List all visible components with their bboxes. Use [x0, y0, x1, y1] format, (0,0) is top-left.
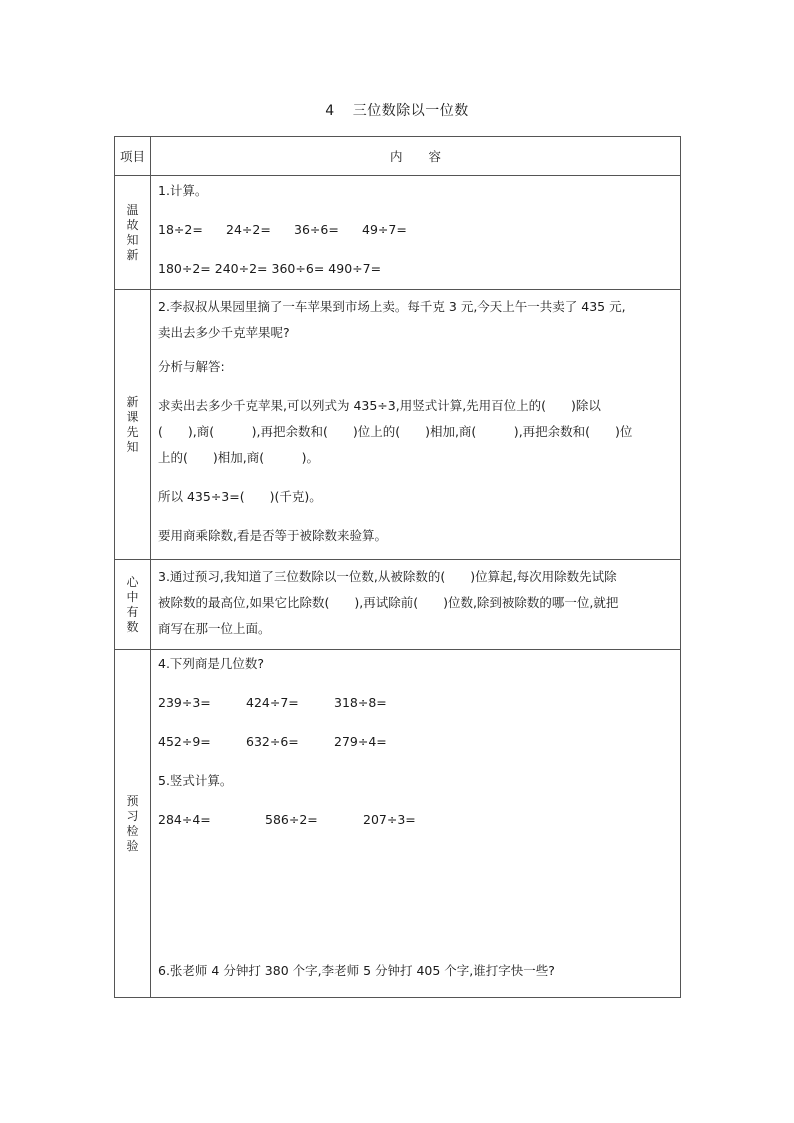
- title-number: 4: [325, 103, 335, 119]
- q5-row: 284÷4= 586÷2= 207÷3=: [158, 812, 416, 827]
- header-row: [115, 137, 681, 176]
- q4-row2: 452÷9= 632÷6= 279÷4=: [158, 734, 387, 749]
- q4-row1: 239÷3= 424÷7= 318÷8=: [158, 695, 387, 710]
- review-content: [151, 176, 681, 290]
- new-lesson-label: 新 课 先 知: [115, 290, 151, 560]
- summary-label: 心 中 有 数: [115, 560, 151, 650]
- verify-line: 要用商乘除数,看是否等于被除数来验算。: [158, 528, 387, 543]
- review-label: 温 故 知 新: [115, 176, 151, 290]
- work-area: [158, 833, 676, 958]
- title-text: 三位数除以一位数: [352, 103, 469, 119]
- summary-row: [115, 560, 681, 650]
- q3-text: 3.通过预习,我知道了三位数除以一位数,从被除数的( )位算起,每次用除数先试除 被除数的最高位,如果它比除数( ),再试除前( )位数,除到被除数的哪一位,就把 商写在那一位上面。: [158, 569, 619, 636]
- q4-title: 4.下列商是几位数?: [158, 656, 265, 671]
- preview-label: 预 习 检 验: [115, 650, 151, 998]
- new-lesson-content: [151, 290, 681, 560]
- page-title: [0, 100, 794, 120]
- q5-title: 5.竖式计算。: [158, 773, 233, 788]
- answer-line: 所以 435÷3=( )(千克)。: [158, 489, 322, 504]
- header-content-b: 容: [428, 149, 442, 164]
- header-content: [151, 137, 681, 176]
- q1-row1: 18÷2= 24÷2= 36÷6= 49÷7=: [158, 222, 407, 237]
- preview-content: [151, 650, 681, 998]
- header-item: 项目: [115, 137, 151, 176]
- summary-content: [151, 560, 681, 650]
- new-lesson-row: [115, 290, 681, 560]
- q6-text: 6.张老师 4 分钟打 380 个字,李老师 5 分钟打 405 个字,谁打字快一些?: [158, 963, 555, 978]
- q1-row2: 180÷2= 240÷2= 360÷6= 490÷7=: [158, 261, 382, 276]
- worksheet-table: [114, 136, 681, 998]
- review-row: [115, 176, 681, 290]
- analysis-label: 分析与解答:: [158, 359, 225, 374]
- q2-text: 2.李叔叔从果园里摘了一车苹果到市场上卖。每千克 3 元,今天上午一共卖了 435 元, 卖出去多少千克苹果呢?: [158, 299, 626, 340]
- q1-title: 1.计算。: [158, 183, 208, 198]
- analysis-fill-paragraph: 求卖出去多少千克苹果,可以列式为 435÷3,用竖式计算,先用百位上的( )除以 ( ),商( ),再把余数和( )位上的( )相加,商( ),再把余数和( )位 上的( )相加,商( )。: [158, 398, 633, 465]
- header-content-a: 内: [389, 149, 403, 164]
- preview-row: [115, 650, 681, 998]
